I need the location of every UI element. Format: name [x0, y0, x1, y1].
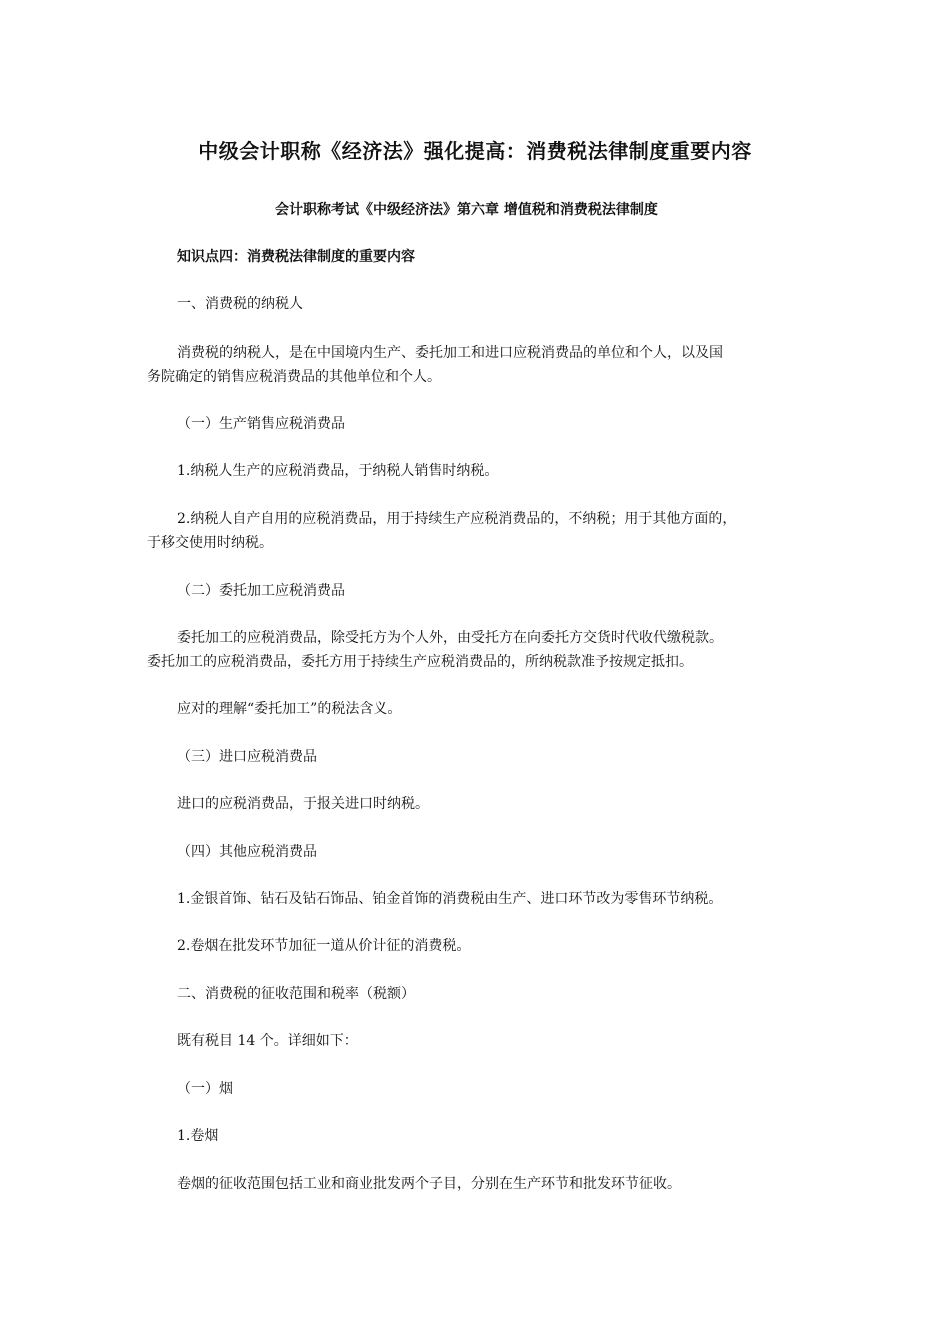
paragraph-line: 于移交使用时纳税。 [147, 535, 273, 551]
paragraph-line: 1.金银首饰、钻石及钻石饰品、铂金首饰的消费税由生产、进口环节改为零售环节纳税。 [177, 891, 723, 907]
document-subtitle: 会计职称考试《中级经济法》第六章 增值税和消费税法律制度 [275, 202, 658, 218]
paragraph-line: 既有税目 14 个。详细如下： [177, 1033, 358, 1049]
paragraph-line: 进口的应税消费品，于报关进口时纳税。 [177, 796, 429, 812]
paragraph-line: 委托加工的应税消费品，委托方用于持续生产应税消费品的，所纳税款准予按规定抵扣。 [147, 654, 693, 670]
paragraph-line: 委托加工的应税消费品，除受托方为个人外，由受托方在向委托方交货时代收代缴税款。 [177, 630, 723, 646]
subsection-heading: （二）委托加工应税消费品 [177, 583, 345, 599]
paragraph-line: 应对的理解“委托加工”的税法含义。 [177, 701, 402, 717]
subsection-heading: （一）烟 [177, 1081, 233, 1097]
subsection-heading: （四）其他应税消费品 [177, 844, 317, 860]
paragraph-line: 1.纳税人生产的应税消费品，于纳税人销售时纳税。 [177, 463, 499, 479]
paragraph-line: 2.卷烟在批发环节加征一道从价计征的消费税。 [177, 938, 471, 954]
paragraph-line: 卷烟的征收范围包括工业和商业批发两个子目，分别在生产环节和批发环节征收。 [177, 1176, 681, 1192]
paragraph-line: 务院确定的销售应税消费品的其他单位和个人。 [147, 369, 441, 385]
knowledge-point-heading: 知识点四：消费税法律制度的重要内容 [177, 249, 415, 265]
document-title: 中级会计职称《经济法》强化提高：消费税法律制度重要内容 [198, 139, 752, 163]
subsection-heading: （一）生产销售应税消费品 [177, 416, 345, 432]
subsection-heading: （三）进口应税消费品 [177, 749, 317, 765]
paragraph-line: 2.纳税人自产自用的应税消费品，用于持续生产应税消费品的，不纳税；用于其他方面的， [177, 511, 737, 527]
subsection-heading: 1.卷烟 [177, 1128, 219, 1144]
paragraph-line: 消费税的纳税人，是在中国境内生产、委托加工和进口应税消费品的单位和个人，以及国 [177, 345, 723, 361]
section-heading-scope: 二、消费税的征收范围和税率（税额） [177, 986, 415, 1002]
section-heading-taxpayer: 一、消费税的纳税人 [177, 296, 303, 312]
